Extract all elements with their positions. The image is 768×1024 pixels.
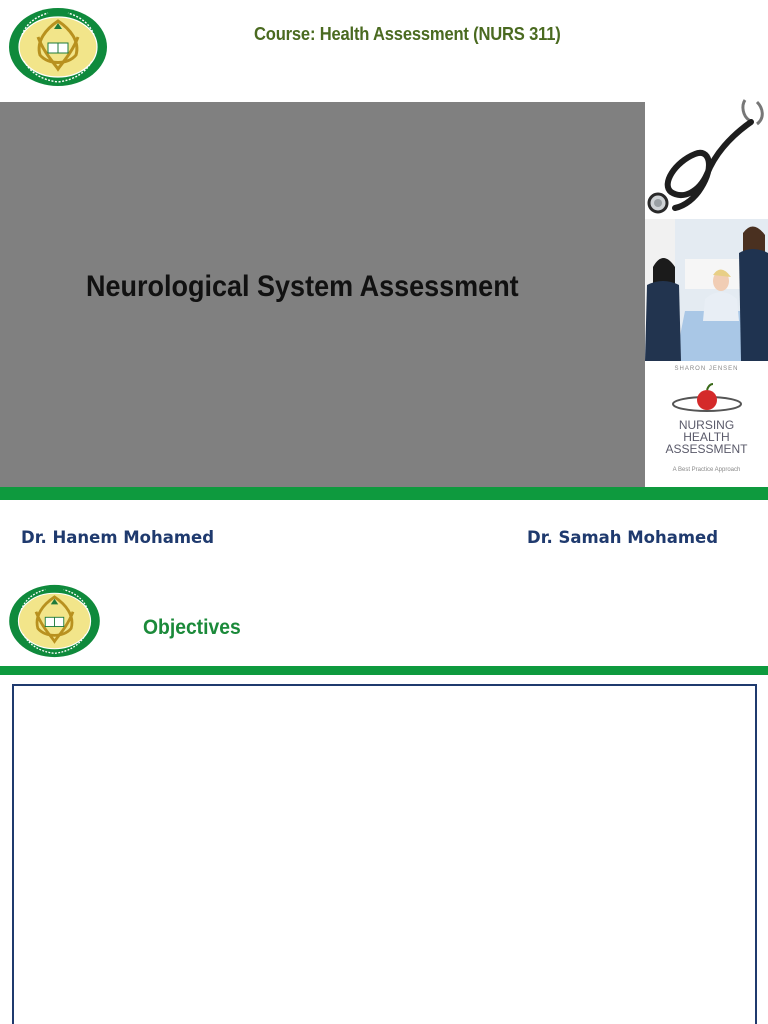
book-subtitle: A Best Practice Approach bbox=[672, 467, 741, 473]
book-title bbox=[645, 419, 768, 455]
nurses-patient-image bbox=[645, 219, 768, 361]
green-divider bbox=[0, 487, 768, 500]
book-title-line: ASSESSMENT bbox=[665, 442, 748, 456]
stethoscope-image bbox=[645, 96, 768, 218]
slide-title: Neurological System Assessment bbox=[86, 270, 519, 303]
objectives-slide bbox=[0, 574, 768, 1024]
book-title-line: NURSING bbox=[678, 418, 735, 432]
side-image-strip bbox=[645, 96, 768, 488]
author-right: Dr. Samah Mohamed bbox=[527, 528, 719, 548]
objectives-content-box bbox=[12, 684, 757, 1024]
university-seal-icon bbox=[8, 584, 101, 658]
book-cover-image bbox=[645, 362, 768, 488]
book-title-line: HEALTH bbox=[683, 430, 730, 444]
objectives-heading: Objectives bbox=[143, 616, 241, 639]
university-seal-icon bbox=[8, 7, 108, 87]
book-author: SHARON JENSEN bbox=[674, 366, 739, 372]
author-left: Dr. Hanem Mohamed bbox=[21, 528, 215, 548]
course-title: Course: Health Assessment (NURS 311) bbox=[254, 24, 561, 44]
green-divider bbox=[0, 666, 768, 675]
